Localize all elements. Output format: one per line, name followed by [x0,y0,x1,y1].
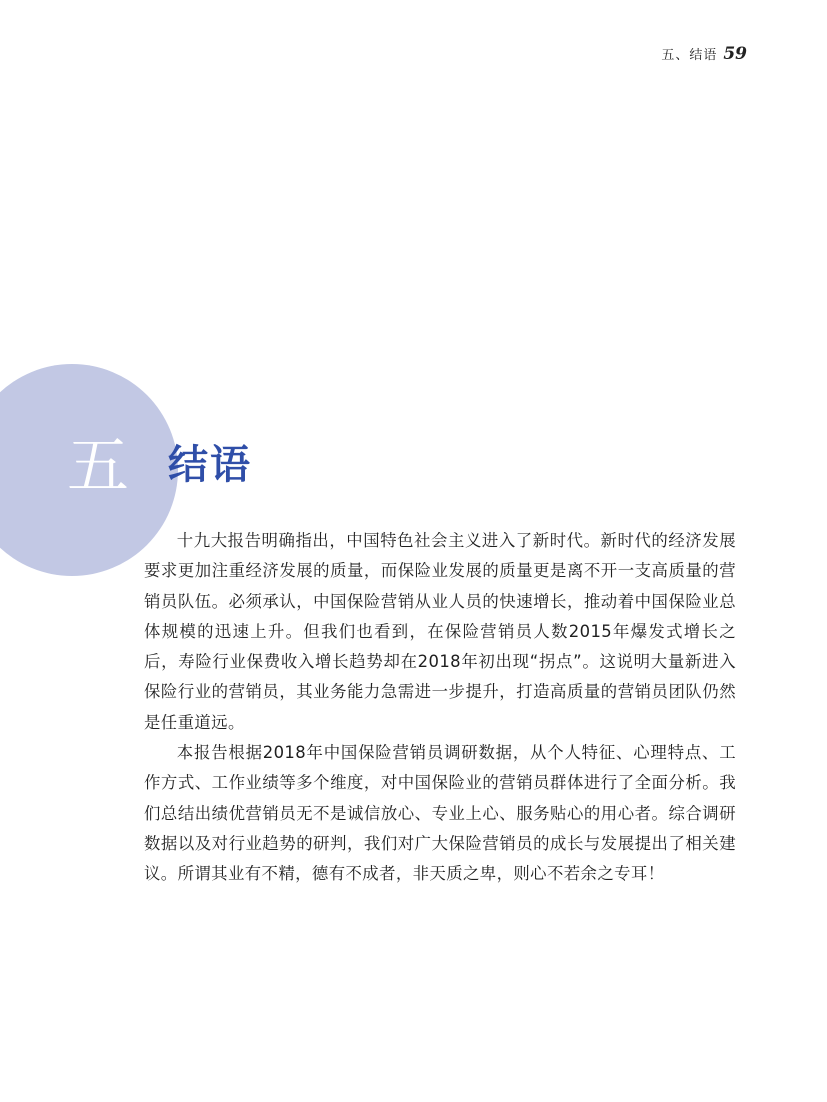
body-text [144,526,736,890]
paragraph-2: 本报告根据2018年中国保险营销员调研数据，从个人特征、心理特点、工作方式、工作业绩等多个维度，对中国保险业的营销员群体进行了全面分析。我们总结出绩优营销员无不是诚信放心、专业上心、服务贴心的用心者。综合调研数据以及对行业趋势的研判，我们对广大保险营销员的成长与发展提出了相关建议。所谓其业有不精，德有不成者，非天质之卑，则心不若余之专耳！ [144,743,736,884]
chapter-title: 结语 [168,442,252,488]
running-header [661,44,747,64]
page-number: 59 [723,44,747,64]
header-section-label: 五、结语 [661,48,718,63]
paragraph-1: 十九大报告明确指出，中国特色社会主义进入了新时代。新时代的经济发展要求更加注重经济发展的质量，而保险业发展的质量更是离不开一支高质量的营销员队伍。必须承认，中国保险营销从业人员的快速增长，推动着中国保险业总体规模的迅速上升。但我们也看到，在保险营销员人数2015年爆发式增长之后，寿险行业保费收入增长趋势却在2018年初出现“拐点”。这说明大量新进入保险行业的营销员，其业务能力急需进一步提升，打造高质量的营销员团队仍然是任重道远。 [144,531,736,732]
chapter-number: 五 [66,429,129,502]
